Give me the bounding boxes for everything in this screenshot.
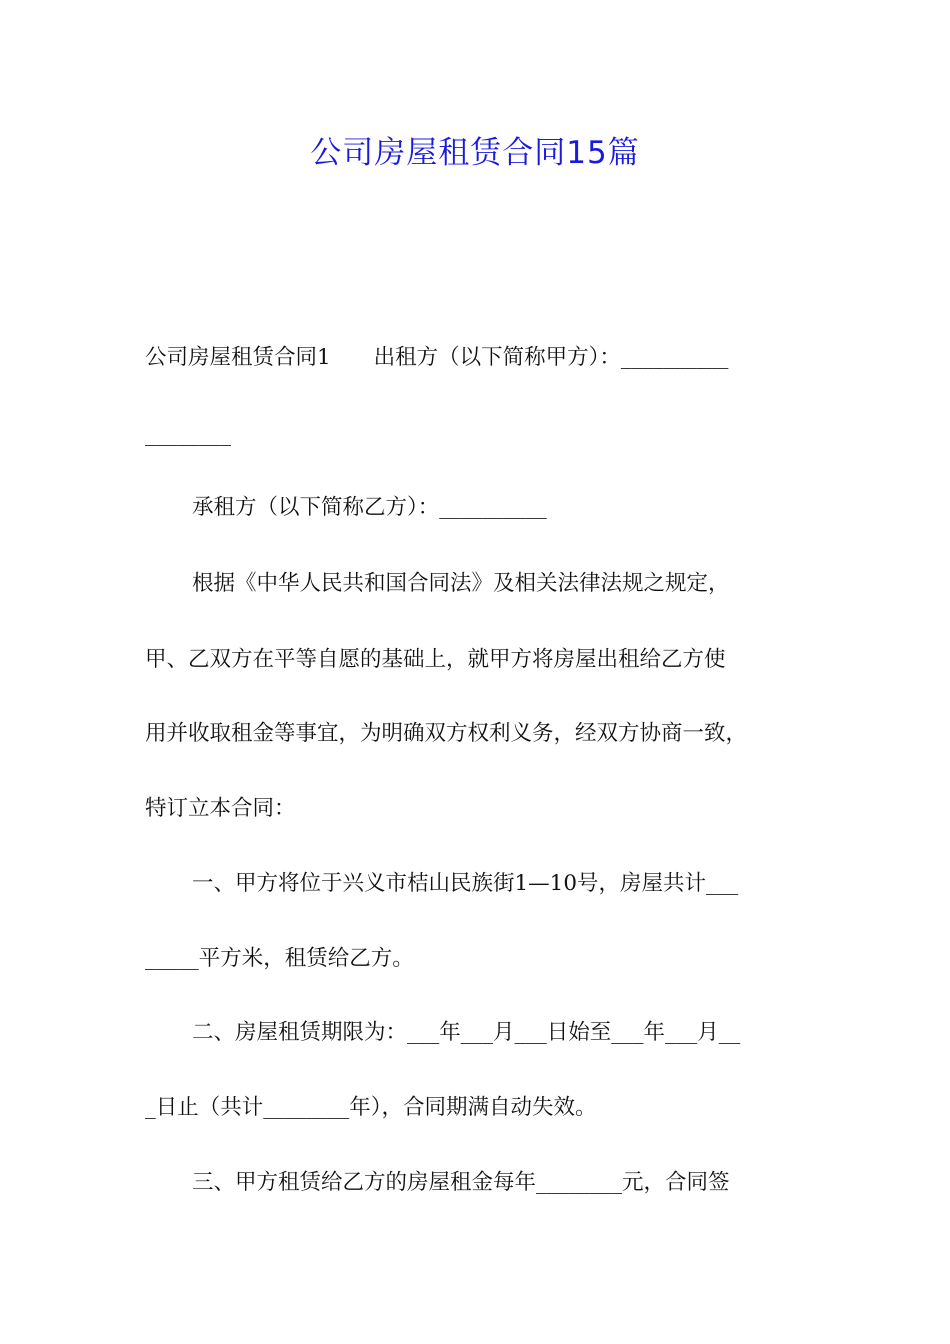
text-line-4: 根据《中华人民共和国合同法》及相关法律法规之规定， <box>192 571 730 596</box>
text-line-10: 二、房屋租赁期限为：___年___月___日始至___年___月__ <box>192 1020 741 1045</box>
text-line-9: _____平方米，租赁给乙方。 <box>145 946 414 971</box>
text-line-8: 一、甲方将位于兴义市桔山民族街1—10号，房屋共计___ <box>192 871 739 896</box>
text-line-2: ________ <box>145 422 231 447</box>
text-line-3: 承租方（以下简称乙方）：__________ <box>192 495 547 520</box>
text-line-1: 公司房屋租赁合同1 出租方（以下简称甲方）：__________ <box>145 345 729 370</box>
text-line-5: 甲、乙双方在平等自愿的基础上，就甲方将房屋出租给乙方使 <box>145 647 726 672</box>
text-line-12: 三、甲方租赁给乙方的房屋租金每年________元，合同签 <box>192 1170 730 1195</box>
text-line-7: 特订立本合同： <box>145 796 296 821</box>
text-line-11: _日止（共计________年），合同期满自动失效。 <box>145 1095 597 1120</box>
text-line-6: 用并收取租金等事宜，为明确双方权利义务，经双方协商一致， <box>145 721 748 746</box>
document-title: 公司房屋租赁合同15篇 <box>310 135 640 171</box>
